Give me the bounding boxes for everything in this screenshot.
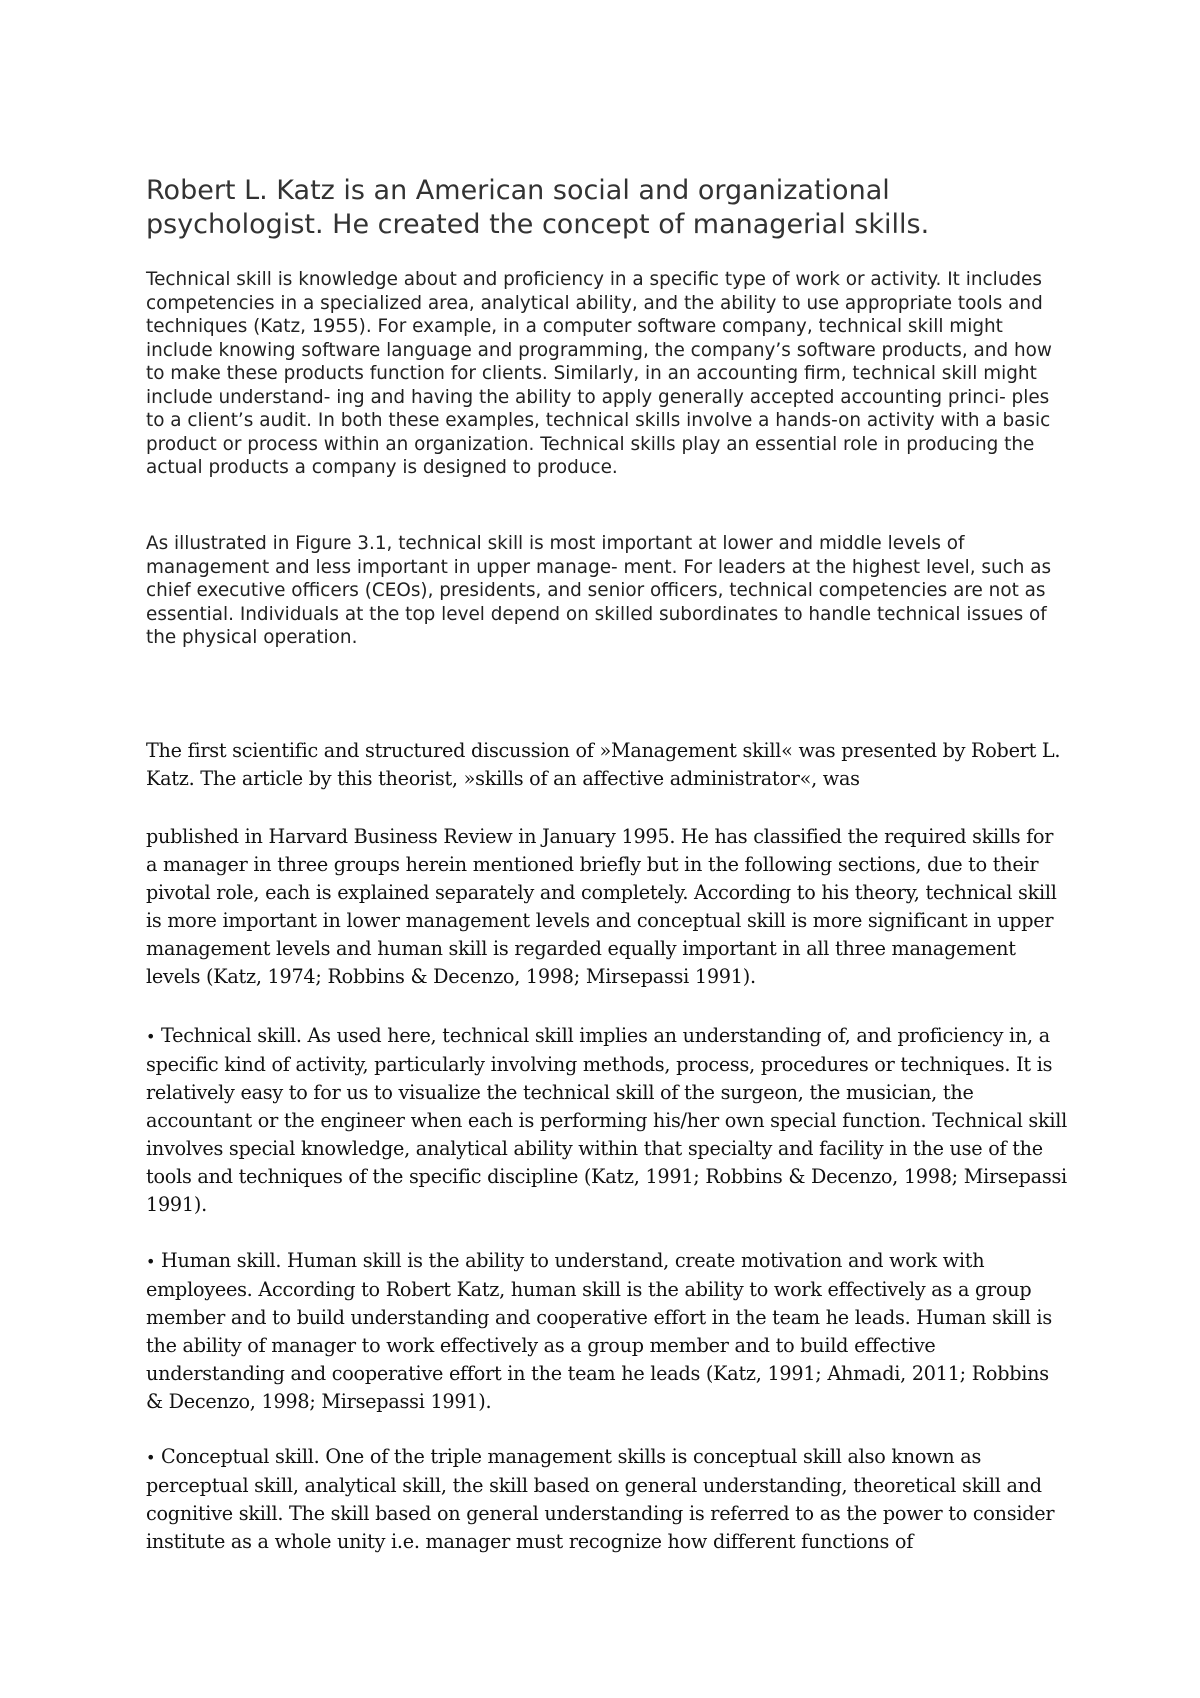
katz-intro-paragraph: The first scientific and structured discussion of »Management skill« was presented by Robert L. Katz. The article by this theorist, »skills of an affective administrator«, was <box>146 739 1061 790</box>
bullet-human-skill <box>146 1247 1070 1416</box>
katz-classification-paragraph: published in Harvard Business Review in January 1995. He has classified the required skills for a manager in three groups herein mentioned briefly but in the following sections, due to their pivotal role, each is explained separately and completely. According to his theory, technical skill is more important in lower management levels and conceptual skill is more significant in upper management levels and human skill is regarded equally important in all three management levels (Katz, 1974; Robbins & Decenzo, 1998; Mirsepassi 1991). <box>146 825 1057 988</box>
figure-reference-paragraph: As illustrated in Figure 3.1, technical skill is most important at lower and middle levels of management and less important in upper manage- ment. For leaders at the highest level, such as chief executive officers (CEOs), presidents, and senior officers, technical competencies are not as essential. Individuals at the top level depend on skilled subordinates to handle technical issues of the physical operation. <box>146 533 1052 648</box>
document-heading: Robert L. Katz is an American social and organizational psychologist. He created the concept of managerial skills. <box>146 175 930 240</box>
bullet-conceptual-skill <box>146 1443 1070 1556</box>
bullet-text: Conceptual skill. One of the triple management skills is conceptual skill also known as perceptual skill, analytical skill, the skill based on general understanding, theoretical skill and cognitive skill. The skill based on general understanding is referred to as the power to consider institute as a whole unity i.e. manager must recognize how different functions of <box>146 1445 1055 1553</box>
document-page <box>146 0 1070 1698</box>
bullet-text: Human skill. Human skill is the ability to understand, create motivation and work with employees. According to Robert Katz, human skill is the ability to work effectively as a group member and to build understanding and cooperative effort in the team he leads. Human skill is the ability of manager to work effectively as a group member and to build effective understanding and cooperative effort in the team he leads (Katz, 1991; Ahmadi, 2011; Robbins & Decenzo, 1998; Mirsepassi 1991). <box>146 1249 1052 1413</box>
technical-skill-paragraph: Technical skill is knowledge about and proficiency in a specific type of work or activity. It includes competencies in a specialized area, analytical ability, and the ability to use appropriate tools and techniques (Katz, 1955). For example, in a computer software company, technical skill might include knowing software language and programming, the company’s software products, and how to make these products function for clients. Similarly, in an accounting firm, technical skill might include understand- ing and having the ability to apply generally accepted accounting princi- ples to a client’s audit. In both these examples, technical skills involve a hands-on activity with a basic product or process within an organization. Technical skills play an essential role in producing the actual products a company is designed to produce. <box>146 269 1052 478</box>
bullet-icon: • <box>146 1448 156 1467</box>
bullet-text: Technical skill. As used here, technical skill implies an understanding of, and proficiency in, a specific kind of activity, particularly involving methods, process, procedures or techniques. It is relatively easy to for us to visualize the technical skill of the surgeon, the musician, the accountant or the engineer when each is performing his/her own special function. Technical skill involves special knowledge, analytical ability within that specialty and facility in the use of the tools and techniques of the specific discipline (Katz, 1991; Robbins & Decenzo, 1998; Mirsepassi 1991). <box>146 1024 1068 1216</box>
bullet-icon: • <box>146 1027 156 1046</box>
bullet-icon: • <box>146 1252 156 1271</box>
bullet-technical-skill <box>146 1022 1070 1219</box>
